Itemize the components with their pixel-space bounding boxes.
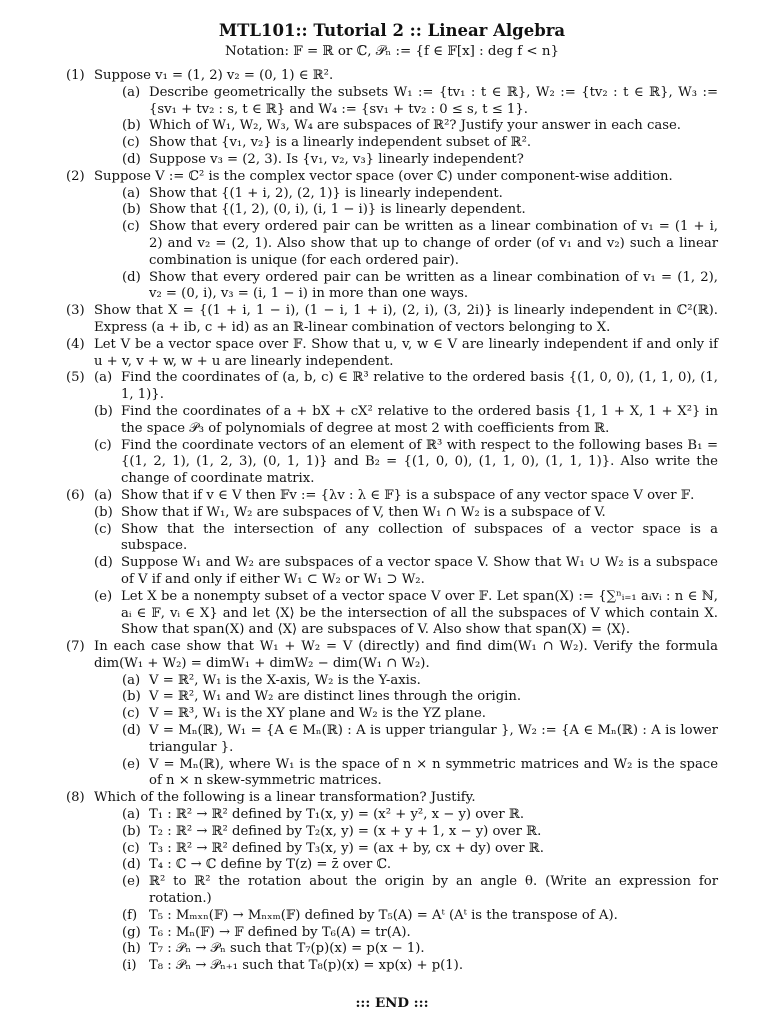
- part-label: (b): [122, 118, 141, 134]
- notation-line: Notation: 𝔽 = ℝ or ℂ, 𝒫ₙ := {f ∈ 𝔽[x] : deg f < n}: [224, 44, 560, 59]
- part-label: (e): [122, 756, 141, 772]
- question-8-part-1: [122, 807, 718, 824]
- question-text: Suppose v₁ = (1, 2) v₂ = (0, 1) ∈ ℝ².: [94, 68, 334, 83]
- part-text: Find the coordinates of (a, b, c) ∈ ℝ³ relative to the ordered basis {(1, 0, 0), (1, 1, 0), (1, 1, 1)}.: [121, 370, 718, 403]
- question-7-part-5: [122, 757, 718, 791]
- question-body: [94, 639, 718, 790]
- part-text: T₇ : 𝒫ₙ → 𝒫ₙ such that T₇(p)(x) = p(x − 1).: [149, 941, 425, 957]
- part-label: (f): [122, 907, 138, 923]
- part-label: (d): [122, 151, 141, 167]
- part-text: V = ℝ³, W₁ is the XY plane and W₂ is the YZ plane.: [149, 706, 486, 722]
- part-text: Find the coordinate vectors of an element of ℝ³ with respect to the following bases B₁ = {(1, 2, 1), (1, 2, 3), (0, 1, 1)} and B₂ = {(1, 0, 0), (1, 1, 0), (1, 1, 1)}. Also write the change of coordinate matrix.: [121, 437, 718, 487]
- part-text: Suppose v₃ = (2, 3). Is {v₁, v₂, v₃} linearly independent?: [149, 151, 524, 167]
- question-number: (7): [66, 639, 85, 655]
- part-text: V = ℝ², W₁ is the X-axis, W₂ is the Y-axis.: [149, 672, 421, 688]
- question-body: [94, 790, 718, 975]
- part-text: Suppose W₁ and W₂ are subspaces of a vector space V. Show that W₁ ∪ W₂ is a subspace of V if and only if either W₁ ⊂ W₂ or W₁ ⊃ W₂.: [121, 555, 718, 587]
- question-7-part-3: [122, 706, 718, 723]
- part-label: (b): [122, 689, 141, 705]
- part-label: (a): [94, 487, 113, 503]
- part-label: (b): [94, 403, 113, 419]
- question-body: [94, 169, 718, 303]
- question-2-part-4: [122, 270, 718, 304]
- question-6-part-1: [94, 488, 718, 505]
- part-text: Show that if v ∈ V then 𝔽v := {λv : λ ∈ 𝔽} is a subspace of any vector space V over 𝔽.: [121, 487, 695, 503]
- part-text: Show that every ordered pair can be written as a linear combination of v₁ = (1 + i, 2) and v₂ = (2, 1). Also show that up to change of order (of v₁ and v₂) such a linear combination is unique (for each ordered pair).: [149, 219, 718, 268]
- question-6-part-5: [94, 589, 718, 639]
- part-text: T₄ : ℂ → ℂ define by T(z) = z̄ over ℂ.: [149, 857, 392, 873]
- question-body: [94, 370, 718, 488]
- question-body: [94, 303, 718, 337]
- part-text: Which of W₁, W₂, W₃, W₄ are subspaces of ℝ²? Justify your answer in each case.: [149, 118, 681, 134]
- part-label: (d): [122, 269, 141, 285]
- part-text: Show that if W₁, W₂ are subspaces of V, then W₁ ∩ W₂ is a subspace of V.: [121, 504, 606, 520]
- question-number: (4): [66, 336, 85, 352]
- part-label: (c): [122, 840, 140, 856]
- part-text: T₈ : 𝒫ₙ → 𝒫ₙ₊₁ such that T₈(p)(x) = xp(x) + p(1).: [149, 958, 464, 974]
- part-label: (c): [122, 706, 140, 722]
- part-label: (a): [122, 672, 141, 688]
- part-label: (a): [122, 185, 141, 201]
- part-label: (c): [94, 521, 112, 537]
- end-marker: ::: END :::: [355, 995, 429, 1012]
- question-7-part-4: [122, 723, 718, 757]
- question-number: (5): [66, 370, 85, 386]
- question-6-part-3: [94, 522, 718, 556]
- question-text: Show that X = {(1 + i, 1 − i), (1 − i, 1 + i), (2, i), (3, 2i)} is linearly independent in ℂ²(ℝ). Express (a + ib, c + id) as an ℝ-linear combination of vectors belonging to X.: [94, 303, 718, 335]
- question-8-part-5: [122, 874, 718, 908]
- question-number: (1): [66, 68, 85, 83]
- part-label: (a): [122, 807, 141, 823]
- part-text: T₃ : ℝ² → ℝ² defined by T₃(x, y) = (ax + by, cx + dy) over ℝ.: [149, 840, 544, 856]
- part-text: Show that the intersection of any collection of subspaces of a vector space is a subspace.: [121, 521, 718, 554]
- question-1-part-1: [122, 85, 718, 119]
- part-text: Describe geometrically the subsets W₁ := {tv₁ : t ∈ ℝ}, W₂ := {tv₂ : t ∈ ℝ}, W₃ := {sv₁ + tv₂ : s, t ∈ ℝ} and W₄ := {sv₁ + tv₂ : 0 ≤ s, t ≤ 1}.: [149, 84, 718, 117]
- part-label: (i): [122, 958, 137, 974]
- question-1-part-3: [122, 135, 718, 152]
- part-text: Show that {(1 + i, 2), (2, 1)} is linearly independent.: [149, 185, 503, 201]
- question-1-part-2: [122, 118, 718, 135]
- question-8-part-9: [122, 958, 718, 975]
- part-text: Show that {(1, 2), (0, i), (i, 1 − i)} is linearly dependent.: [149, 202, 526, 218]
- part-text: V = ℝ², W₁ and W₂ are distinct lines through the origin.: [149, 689, 522, 705]
- question-5-part-3: [94, 438, 718, 488]
- part-label: (e): [122, 874, 141, 890]
- question-1-part-4: [122, 152, 718, 169]
- part-label: (d): [94, 555, 113, 571]
- question-list: [66, 68, 718, 975]
- part-label: (b): [122, 202, 141, 218]
- question-text: Let V be a vector space over 𝔽. Show that u, v, w ∈ V are linearly independent if and only if u + v, v + w, w + u are linearly independent.: [94, 336, 718, 369]
- part-label: (d): [122, 857, 141, 873]
- question-body: [94, 337, 718, 371]
- question-text: Which of the following is a linear transformation? Justify.: [94, 790, 476, 806]
- part-text: T₆ : Mₙ(𝔽) → 𝔽 defined by T₆(A) = tr(A).: [149, 924, 411, 940]
- question-8-part-6: [122, 908, 718, 925]
- part-label: (c): [122, 219, 140, 235]
- part-text: V = Mₙ(ℝ), W₁ = {A ∈ Mₙ(ℝ) : A is upper triangular }, W₂ := {A ∈ Mₙ(ℝ) : A is lower triangular }.: [149, 723, 718, 755]
- part-label: (a): [122, 84, 141, 100]
- question-2-part-1: [122, 186, 718, 203]
- part-text: Find the coordinates of a + bX + cX² relative to the ordered basis {1, 1 + X, 1 + X²} in the space 𝒫₃ of polynomials of degree at most 2 with coefficients from ℝ.: [121, 403, 718, 436]
- part-text: Show that every ordered pair can be written as a linear combination of v₁ = (1, 2), v₂ = (0, i), v₃ = (i, 1 − i) in more than one ways.: [149, 269, 718, 302]
- part-text: T₅ : Mₘₓₙ(𝔽) → Mₙₓₘ(𝔽) defined by T₅(A) = Aᵗ (Aᵗ is the transpose of A).: [149, 907, 618, 923]
- question-number: (6): [66, 487, 85, 503]
- question-5: [66, 370, 718, 488]
- question-4: [66, 337, 718, 371]
- question-7-part-2: [122, 689, 718, 706]
- part-label: (d): [122, 723, 141, 739]
- part-text: Show that {v₁, v₂} is a linearly independent subset of ℝ².: [149, 135, 532, 151]
- part-label: (e): [94, 588, 113, 604]
- question-2-part-2: [122, 202, 718, 219]
- question-text: Suppose V := ℂ² is the complex vector space (over ℂ) under component-wise addition.: [94, 168, 673, 184]
- question-1: [66, 68, 718, 169]
- part-label: (g): [122, 924, 141, 940]
- part-label: (b): [122, 823, 141, 839]
- part-text: T₁ : ℝ² → ℝ² defined by T₁(x, y) = (x² + y², x − y) over ℝ.: [149, 807, 525, 823]
- part-label: (a): [94, 370, 113, 386]
- question-5-part-2: [94, 404, 718, 438]
- question-7-part-1: [122, 673, 718, 690]
- question-number: (3): [66, 303, 85, 319]
- question-5-part-1: [94, 370, 718, 404]
- part-text: Let X be a nonempty subset of a vector space V over 𝔽. Let span(X) := {∑ⁿᵢ₌₁ aᵢvᵢ : n ∈ ℕ, aᵢ ∈ 𝔽, vᵢ ∈ X} and let ⟨X⟩ be the intersection of all the subspaces of V which contain X. Show that span(X) and ⟨X⟩ are subspaces of V. Also show that span(X) = ⟨X⟩.: [121, 588, 718, 638]
- question-8-part-8: [122, 941, 718, 958]
- question-body: [94, 68, 718, 169]
- part-text: V = Mₙ(ℝ), where W₁ is the space of n × n symmetric matrices and W₂ is the space of n × n skew-symmetric matrices.: [149, 756, 718, 789]
- question-text: In each case show that W₁ + W₂ = V (directly) and find dim(W₁ ∩ W₂). Verify the formula dim(W₁ + W₂) = dimW₁ + dimW₂ − dim(W₁ ∩ W₂).: [94, 639, 718, 671]
- question-6: [66, 488, 718, 639]
- part-text: ℝ² to ℝ² the rotation about the origin by an angle θ. (Write an expression for rotation.): [149, 874, 718, 907]
- question-8-part-2: [122, 824, 718, 841]
- question-number: (2): [66, 168, 85, 184]
- part-label: (c): [94, 437, 112, 453]
- question-2-part-3: [122, 219, 718, 269]
- question-8-part-3: [122, 841, 718, 858]
- question-8-part-4: [122, 857, 718, 874]
- part-label: (b): [94, 504, 113, 520]
- question-2: [66, 169, 718, 303]
- part-label: (c): [122, 135, 140, 151]
- question-6-part-4: [94, 555, 718, 589]
- question-6-part-2: [94, 505, 718, 522]
- question-8-part-7: [122, 925, 718, 942]
- part-label: (h): [122, 941, 141, 957]
- question-number: (8): [66, 790, 85, 806]
- question-3: [66, 303, 718, 337]
- question-8: [66, 790, 718, 975]
- page-title: MTL101:: Tutorial 2 :: Linear Algebra: [218, 21, 566, 40]
- part-text: T₂ : ℝ² → ℝ² defined by T₂(x, y) = (x + y + 1, x − y) over ℝ.: [149, 823, 542, 839]
- question-7: [66, 639, 718, 790]
- question-body: [94, 488, 718, 639]
